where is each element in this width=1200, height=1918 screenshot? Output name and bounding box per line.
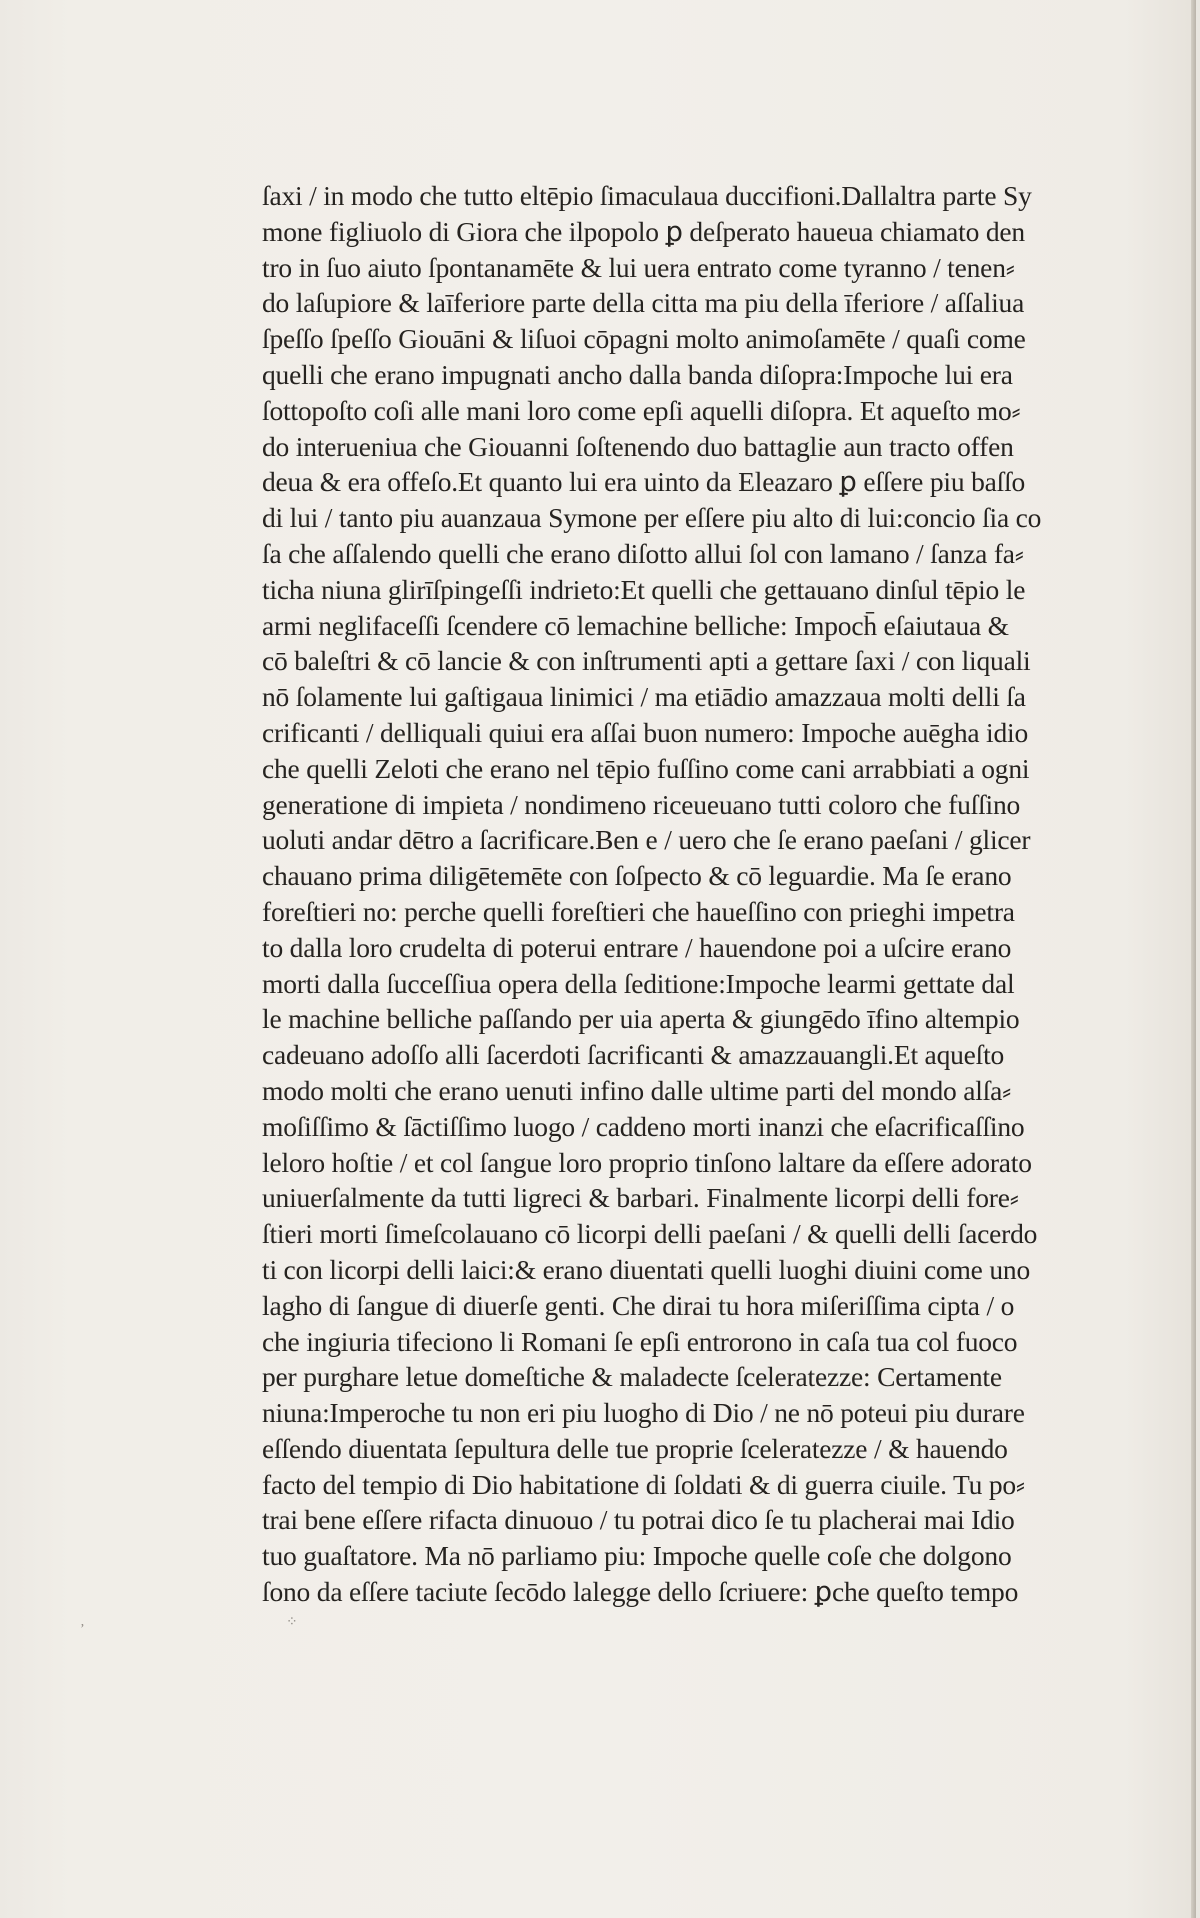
text-line: ſono da eſſere taciute ſecōdo lalegge dello ſcriuere: ꝑche queſto tempo	[262, 1576, 1019, 1608]
text-line: modo molti che erano uenuti infino dalle ultime parti del mondo alſa⸗	[262, 1074, 1012, 1106]
text-line: eſſendo diuentata ſepultura delle tue proprie ſceleratezze / & hauendo	[262, 1432, 1008, 1464]
text-line: tro in ſuo aiuto ſpontanamēte & lui uera entrato come tyranno / tenen⸗	[262, 251, 1015, 283]
text-line: cadeuano adoſſo alli ſacerdoti ſacrificanti & amazzauangli.Et aqueſto	[262, 1039, 1005, 1071]
text-line: ſottopoſto coſi alle mani loro come epſi aquelli diſopra. Et aqueſto mo⸗	[262, 394, 1021, 426]
text-line: facto del tempio di Dio habitatione di ſoldati & di guerra ciuile. Tu po⸗	[262, 1468, 1025, 1500]
text-line: ticha niuna glirīſpingeſſi indrieto:Et quelli che gettauano dinſul tēpio le	[262, 573, 1026, 605]
text-line: chauano prima diligētemēte con ſoſpecto & cō leguardie. Ma ſe erano	[262, 860, 1012, 892]
text-line: ti con licorpi delli laici:& erano diuentati quelli luoghi diuini come uno	[262, 1253, 1031, 1285]
text-line: lagho di ſangue di diuerſe genti. Che dirai tu hora miſeriſſima cipta / o	[262, 1289, 1015, 1321]
text-line: uoluti andar dētro a ſacrificare.Ben e / uero che ſe erano paeſani / glicer	[262, 824, 1031, 856]
text-line: le machine belliche paſſando per uia aperta & giungēdo īfino altempio	[262, 1003, 1020, 1035]
text-line: ſtieri morti ſimeſcolauano cō licorpi delli paeſani / & quelli delli ſacerdo	[262, 1218, 1038, 1250]
ink-speck: ⁘	[286, 1615, 298, 1630]
text-line: nō ſolamente lui gaſtigaua linimici / ma etiādio amazzaua molti delli ſa	[262, 681, 1026, 713]
text-line: niuna:Imperoche tu non eri piu luogho di Dio / ne nō poteui piu durare	[262, 1397, 1025, 1429]
text-line: do interueniua che Giouanni ſoſtenendo duo battaglie aun tracto offen	[262, 430, 1014, 462]
text-line: trai bene eſſere rifacta dinuouo / tu potrai dico ſe tu placherai mai Idio	[262, 1504, 1015, 1536]
text-line: do laſupiore & laīferiore parte della citta ma piu della īferiore / aſſaliua	[262, 287, 1025, 319]
text-line: per purghare letue domeſtiche & maladecte ſceleratezze: Certamente	[262, 1361, 1002, 1393]
text-line: deua & era offeſo.Et quanto lui era uinto da Eleazaro ꝑ eſſere piu baſſo	[262, 466, 1026, 498]
text-line: foreſtieri no: perche quelli foreſtieri che haueſſino con prieghi impetra	[262, 895, 1015, 927]
text-line: armi neglifaceſſi ſcendere cō lemachine belliche: Impoch̄ eſaiutaua &	[262, 609, 1009, 641]
text-line: ſa che aſſalendo quelli che erano diſotto allui ſol con lamano / ſanza fa⸗	[262, 537, 1024, 569]
text-line: moſiſſimo & ſāctiſſimo luogo / caddeno morti inanzi che eſacrificaſſino	[262, 1110, 1025, 1142]
text-line: to dalla loro crudelta di poterui entrare / hauendone poi a uſcire erano	[262, 931, 1012, 963]
text-line: ſaxi / in modo che tutto eltēpio ſimaculaua duccifioni.Dallaltra parte Sy	[262, 180, 1032, 211]
text-line: che quelli Zeloti che erano nel tēpio fuſſino come cani arrabbiati a ogni	[262, 752, 1030, 784]
text-line: morti dalla ſucceſſiua opera della ſeditione:Impoche learmi gettate dal	[262, 967, 1015, 999]
text-line: generatione di impieta / nondimeno riceueuano tutti coloro che fuſſino	[262, 788, 1021, 820]
text-line: ſpeſſo ſpeſſo Giouāni & liſuoi cōpagni molto animoſamēte / quaſi come	[262, 323, 1026, 355]
text-line: tuo guaſtatore. Ma nō parliamo piu: Impoche quelle coſe che dolgono	[262, 1540, 1012, 1572]
text-line: di lui / tanto piu auanzaua Symone per eſſere piu alto di lui:concio ſia co	[262, 502, 1042, 534]
text-line: crificanti / delliquali quiui era aſſai buon numero: Impoche auēgha idio	[262, 716, 1029, 748]
text-line: uniuerſalmente da tutti ligreci & barbari. Finalmente licorpi delli fore⸗	[262, 1182, 1019, 1214]
page-edge-shadow	[1191, 0, 1196, 1918]
ink-speck: ʼ	[80, 1622, 85, 1637]
body-text	[262, 178, 1122, 1610]
text-line: che ingiuria tifeciono li Romani ſe epſi entrorono in caſa tua col fuoco	[262, 1325, 1018, 1357]
text-line: leloro hoſtie / et col ſangue loro proprio tinſono laltare da eſſere adorato	[262, 1146, 1032, 1178]
text-line: mone figliuolo di Giora che ilpopolo ꝑ deſperato haueua chiamato den	[262, 215, 1025, 247]
text-line: quelli che erano impugnati ancho dalla banda diſopra:Impoche lui era	[262, 358, 1013, 390]
text-line: cō baleſtri & cō lancie & con inſtrumenti apti a gettare ſaxi / con liquali	[262, 645, 1031, 677]
